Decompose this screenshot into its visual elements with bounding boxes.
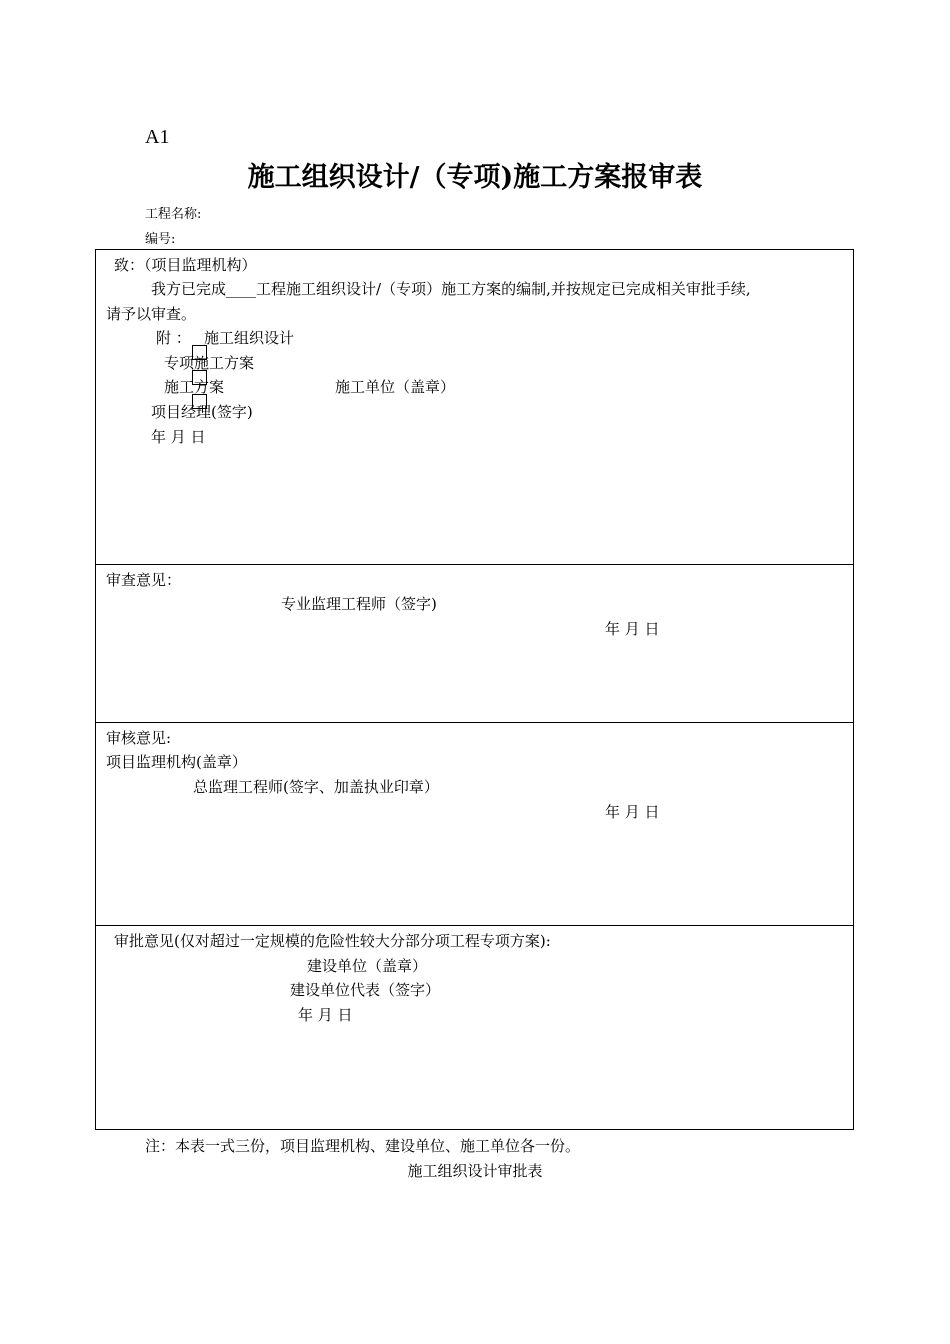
project-manager-signature: 项目经理(签字) bbox=[151, 403, 253, 421]
checkbox-construction-design[interactable] bbox=[192, 345, 207, 360]
statement-suffix: 工程施工组织设计/（专项）施工方案的编制,并按规定已完成相关审批手续, bbox=[256, 280, 751, 298]
audit-opinion-label: 审核意见: bbox=[106, 729, 172, 747]
note-text: 注：本表一式三份，项目监理机构、建设单位、施工单位各一份。 bbox=[145, 1137, 581, 1155]
section-approval bbox=[96, 925, 853, 1024]
statement-prefix: 我方已完成 bbox=[151, 280, 227, 298]
section-audit bbox=[96, 722, 853, 821]
review-date: 年 月 日 bbox=[605, 620, 660, 638]
checkbox-special-plan[interactable] bbox=[192, 370, 207, 385]
chief-engineer-signature: 总监理工程师(签字、加盖执业印章） bbox=[193, 778, 439, 796]
statement-line2: 请予以审查。 bbox=[106, 305, 197, 323]
contractor-seal: 施工单位（盖章） bbox=[335, 378, 456, 396]
review-form bbox=[95, 249, 854, 1130]
addressee-line: 致：（项目监理机构） bbox=[114, 256, 257, 274]
project-blank[interactable]: ____ bbox=[226, 280, 257, 298]
attachment-special-plan: 专项施工方案 bbox=[164, 354, 255, 372]
specialist-engineer-signature: 专业监理工程师（签字) bbox=[281, 595, 437, 613]
supervision-org-seal: 项目监理机构(盖章） bbox=[106, 753, 247, 771]
approval-date: 年 月 日 bbox=[298, 1006, 353, 1024]
approval-opinion-label: 审批意见(仅对超过一定规模的危险性较大分部分项工程专项方案): bbox=[114, 932, 551, 950]
attachment-construction-plan: 施工方案 bbox=[164, 378, 225, 396]
audit-date: 年 月 日 bbox=[605, 803, 660, 821]
owner-seal: 建设单位（盖章） bbox=[307, 957, 428, 975]
section-review bbox=[96, 564, 853, 638]
form-code: A1 bbox=[145, 126, 170, 148]
serial-label: 编号: bbox=[145, 232, 176, 247]
contractor-date: 年 月 日 bbox=[151, 428, 206, 446]
attachment-construction-design: 施工组织设计 bbox=[204, 329, 295, 347]
project-name-label: 工程名称: bbox=[145, 207, 202, 222]
page-title: 施工组织设计/（专项)施工方案报审表 bbox=[247, 162, 703, 193]
attachments-label: 附 ： bbox=[156, 329, 191, 347]
review-opinion-label: 审查意见： bbox=[106, 571, 182, 589]
submission-statement bbox=[151, 278, 751, 299]
owner-representative-signature: 建设单位代表（签字） bbox=[290, 981, 441, 999]
footer-caption: 施工组织设计审批表 bbox=[407, 1162, 543, 1180]
